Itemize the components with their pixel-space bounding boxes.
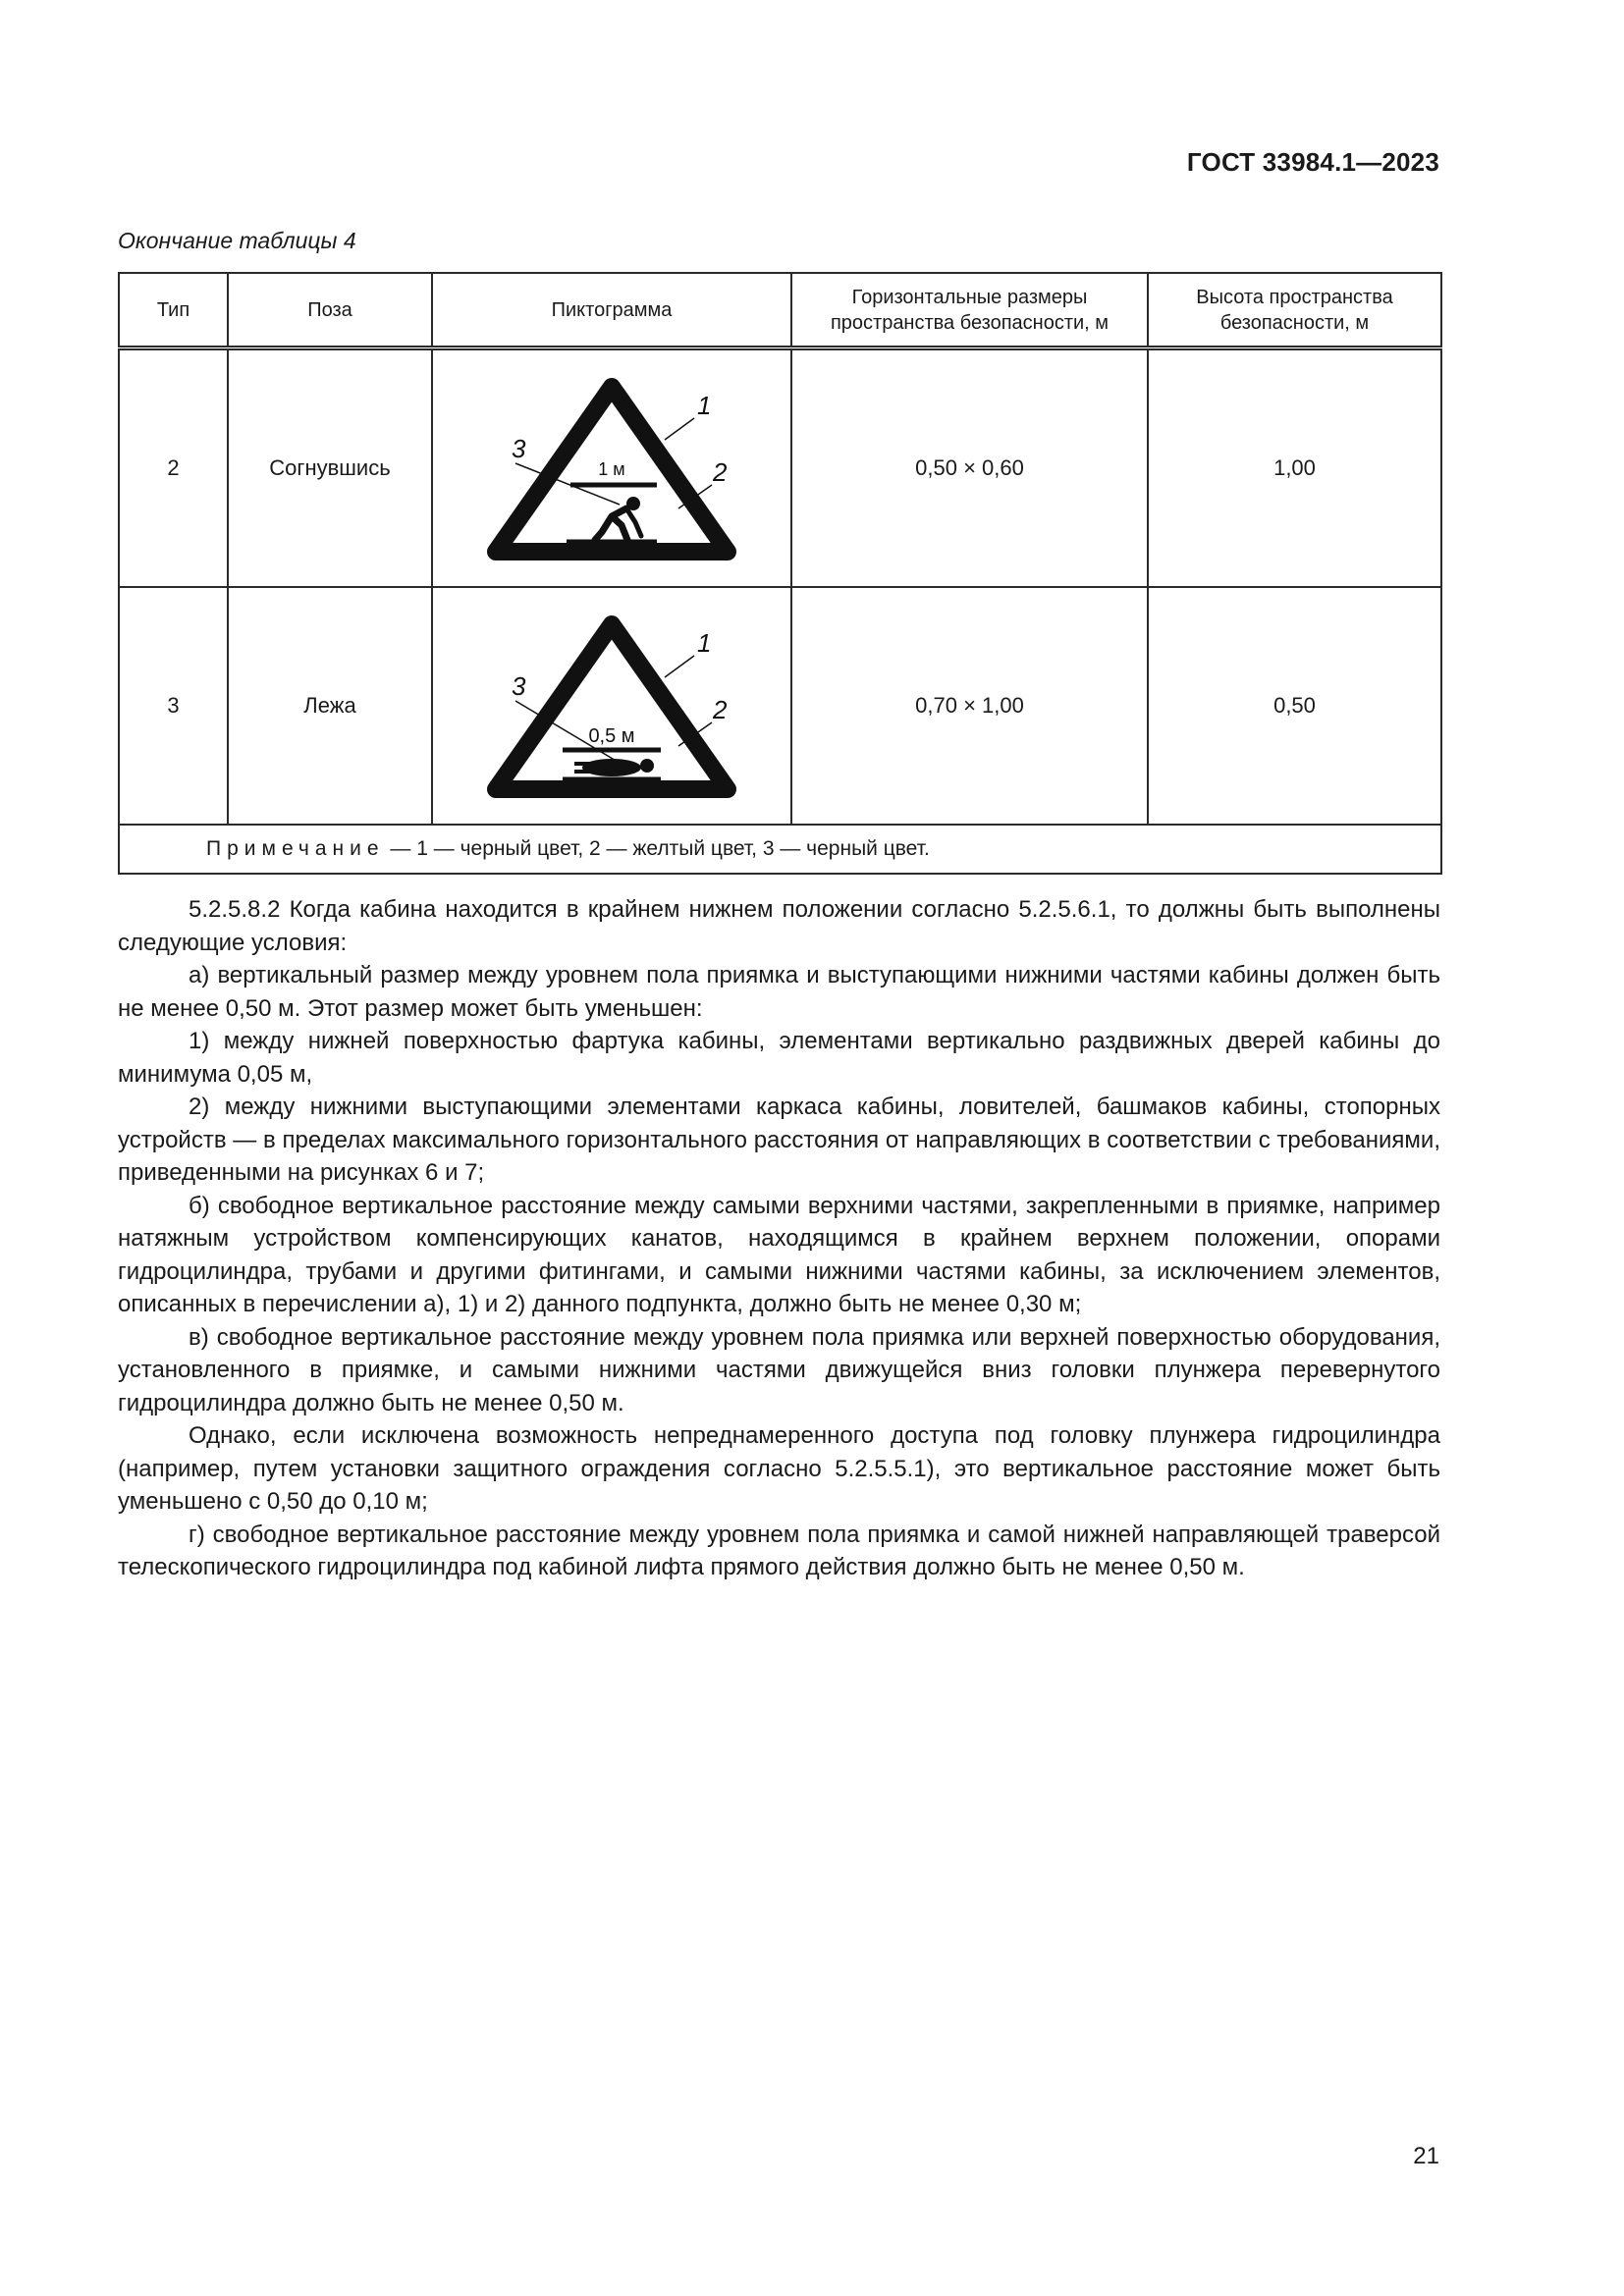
callout-3: 3 bbox=[512, 434, 526, 463]
paragraph: 5.2.5.8.2 Когда кабина находится в крайнем нижнем положении согласно 5.2.5.6.1, то должны быть выполнены следующие условия: bbox=[118, 896, 1440, 956]
column-header-pictogram: Пиктограмма bbox=[432, 273, 791, 348]
table-row bbox=[119, 348, 1441, 588]
table-row bbox=[119, 587, 1441, 825]
column-header-type: Тип bbox=[119, 273, 228, 348]
callout-3: 3 bbox=[512, 671, 526, 701]
page-number: 21 bbox=[1413, 2143, 1439, 2169]
callout-2: 2 bbox=[713, 695, 728, 724]
column-header-pose: Поза bbox=[228, 273, 432, 348]
cell-height: 1,00 bbox=[1148, 348, 1441, 588]
cell-type: 3 bbox=[119, 587, 228, 825]
paragraph: г) свободное вертикальное расстояние между уровнем пола приямка и самой нижней направляющей траверсой телескопического гидроцилиндра под кабиной лифта прямого действия должно быть не менее 0,50 м. bbox=[118, 1521, 1440, 1580]
paragraph: а) вертикальный размер между уровнем пола приямка и выступающими нижними частями кабины должен быть не менее 0,50 м. Этот размер может быть уменьшен: bbox=[118, 962, 1440, 1022]
callout-1: 1 bbox=[697, 628, 712, 658]
callout-1: 1 bbox=[697, 391, 712, 420]
cell-pictogram bbox=[432, 587, 791, 825]
cell-horizontal: 0,50 × 0,60 bbox=[791, 348, 1148, 588]
cell-pictogram bbox=[432, 348, 791, 588]
note-text: — 1 — черный цвет, 2 — желтый цвет, 3 — черный цвет. bbox=[384, 837, 930, 860]
height-label: 1 м bbox=[598, 459, 625, 479]
table-caption: Окончание таблицы 4 bbox=[118, 228, 356, 253]
document-code: ГОСТ 33984.1—2023 bbox=[1186, 147, 1439, 177]
note-label: Примечание bbox=[206, 837, 385, 860]
column-header-horizontal: Горизонтальные размеры пространства безопасности, м bbox=[791, 273, 1148, 348]
cell-horizontal: 0,70 × 1,00 bbox=[791, 587, 1148, 825]
paragraph: 2) между нижними выступающими элементами каркаса кабины, ловителей, башмаков кабины, стопорных устройств — в пределах максимального горизонтального расстояния от направляющих в соответствии с требованиями, приведенными на рисунках 6 и 7; bbox=[118, 1094, 1440, 1186]
safety-space-table bbox=[118, 272, 1442, 875]
callout-2: 2 bbox=[713, 457, 728, 487]
body-text bbox=[118, 893, 1440, 1584]
column-header-height: Высота пространства безопасности, м bbox=[1148, 273, 1441, 348]
paragraph: Однако, если исключена возможность непреднамеренного доступа под головку плунжера гидроцилиндра (например, путем установки защитного ограждения согласно 5.2.5.5.1), это вертикальное расстояние может быть уменьшено с 0,50 до 0,10 м; bbox=[118, 1422, 1440, 1515]
paragraph: 1) между нижней поверхностью фартука кабины, элементами вертикально раздвижных дверей кабины до минимума 0,05 м, bbox=[118, 1028, 1440, 1088]
table-note-row bbox=[119, 825, 1441, 874]
cell-height: 0,50 bbox=[1148, 587, 1441, 825]
crouching-person-warning-icon bbox=[464, 365, 759, 571]
lying-person-warning-icon bbox=[464, 603, 759, 809]
cell-type: 2 bbox=[119, 348, 228, 588]
paragraph: в) свободное вертикальное расстояние между уровнем пола приямка или верхней поверхностью оборудования, установленного в приямке, и самыми нижними частями движущейся вниз головки плунжера перевернутого гидроцилиндра должно быть не менее 0,50 м. bbox=[118, 1323, 1440, 1416]
paragraph: б) свободное вертикальное расстояние между самыми верхними частями, закрепленными в приямке, например натяжным устройством компенсирующих канатов, находящимся в крайнем верхнем положении, опорами гидроцилиндра, трубами и другими фитингами, и самыми нижними частями кабины, за исключением элементов, описанных в перечислении а), 1) и 2) данного подпункта, должно быть не менее 0,30 м; bbox=[118, 1192, 1440, 1317]
cell-pose: Согнувшись bbox=[228, 348, 432, 588]
table-note bbox=[119, 825, 1441, 874]
height-label: 0,5 м bbox=[588, 725, 635, 747]
cell-pose: Лежа bbox=[228, 587, 432, 825]
